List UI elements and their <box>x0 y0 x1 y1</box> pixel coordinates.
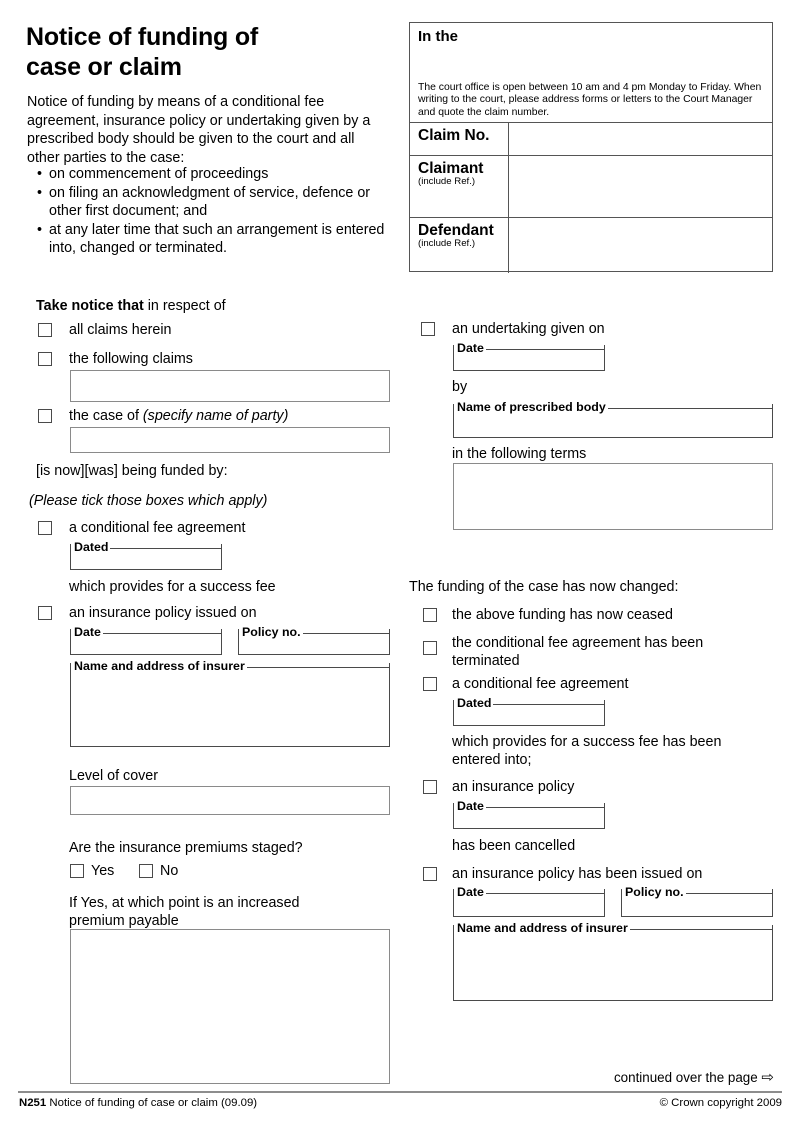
fieldset-insurance-date <box>70 625 222 655</box>
in-the-label: In the <box>418 28 458 45</box>
label-following-claims: the following claims <box>69 351 193 367</box>
continued-note <box>410 1068 773 1086</box>
fieldset-cfa-dated-changed-top <box>454 696 604 710</box>
list-item: • on commencement of proceedings <box>36 165 396 184</box>
claimant-row <box>410 155 772 217</box>
fieldset-insurance-date-top <box>71 625 221 639</box>
continued-text: continued over the page <box>613 1070 758 1085</box>
claimant-input[interactable] <box>514 158 768 215</box>
fieldset-issued-date-top <box>454 885 604 899</box>
footer-divider <box>18 1091 782 1093</box>
take-notice-rest: in respect of <box>143 298 226 314</box>
fieldset-cfa-dated <box>70 540 222 570</box>
checkbox-insurance-policy-issued[interactable] <box>38 606 52 620</box>
input-insurance-cancel-date[interactable] <box>458 813 601 826</box>
take-notice-bold: Take notice that <box>36 298 144 314</box>
label-cfa-success-entered <box>452 733 777 769</box>
label-by: by <box>452 379 468 395</box>
label-success-fee: which provides for a success fee <box>69 579 276 595</box>
fieldset-prescribed-body <box>453 400 773 438</box>
label-if-yes-increased-premium <box>69 894 399 930</box>
label-cfa-terminated-line-2: terminated <box>452 653 520 669</box>
claimant-label: Claimant (include Ref.) <box>418 160 484 187</box>
fieldset-issued-policy-no <box>621 885 773 917</box>
legend-undertaking-date: Date <box>454 342 486 354</box>
label-insurance-policy: an insurance policy <box>452 779 575 795</box>
input-following-claims[interactable] <box>70 370 390 402</box>
input-case-of[interactable] <box>70 427 390 453</box>
footer-form-title: Notice of funding of case or claim (09.09) <box>46 1097 258 1109</box>
label-cfa-success-line-1: which provides for a success fee has been <box>452 734 722 750</box>
checkbox-insurance-policy-cancelled[interactable] <box>423 780 437 794</box>
claimant-divider <box>508 156 509 217</box>
checkbox-cfa-entered-into[interactable] <box>423 677 437 691</box>
label-premiums-staged-yes: Yes <box>91 863 115 879</box>
input-following-terms[interactable] <box>453 463 773 530</box>
page-title-line-2: case or claim <box>26 53 182 81</box>
legend-issued-policy-no: Policy no. <box>622 886 686 898</box>
input-insurer-name-address[interactable] <box>75 675 386 744</box>
fieldset-insurance-cancel-date <box>453 799 605 829</box>
legend-insurance-cancel-date: Date <box>454 800 486 812</box>
label-funding-ceased: the above funding has now ceased <box>452 607 673 623</box>
defendant-divider <box>508 218 509 273</box>
label-case-of-hint: (specify name of party) <box>142 408 289 424</box>
legend-insurer-name-address: Name and address of insurer <box>71 660 247 672</box>
legend-cfa-dated-changed: Dated <box>454 697 493 709</box>
fieldset-issued-insurer <box>453 921 773 1001</box>
label-insurance-policy-issued: an insurance policy issued on <box>69 605 257 621</box>
list-item: • at any later time that such an arrangement is entered into, changed or terminated. <box>36 221 396 258</box>
take-notice-heading <box>36 297 226 315</box>
claim-no-input[interactable] <box>514 125 768 153</box>
fieldset-insurer-name-address <box>70 659 390 747</box>
fieldset-issued-policy-no-top <box>622 885 772 899</box>
intro-bullet-list <box>36 165 396 258</box>
claim-no-row <box>410 122 772 155</box>
input-level-of-cover[interactable] <box>70 786 390 815</box>
legend-cfa-dated: Dated <box>71 541 110 553</box>
footer-copyright: © Crown copyright 2009 <box>659 1097 782 1109</box>
intro-paragraph: Notice of funding by means of a conditional fee agreement, insurance policy or undertaking given by a prescribed body should be given to the court and all other parties to the case: <box>27 94 371 166</box>
fieldset-undertaking-date <box>453 341 605 371</box>
checkbox-all-claims-herein[interactable] <box>38 323 52 337</box>
claim-no-divider <box>508 123 509 155</box>
label-conditional-fee-agreement: a conditional fee agreement <box>69 520 246 536</box>
checkbox-case-of[interactable] <box>38 409 52 423</box>
input-cfa-dated-changed[interactable] <box>458 710 601 723</box>
footer-form-code: N251 <box>19 1097 47 1109</box>
fieldset-undertaking-date-top <box>454 341 604 355</box>
label-case-of <box>69 407 389 425</box>
input-prescribed-body[interactable] <box>458 416 769 435</box>
input-insurance-date[interactable] <box>75 639 218 652</box>
fieldset-issued-insurer-top <box>454 921 772 935</box>
fieldset-issued-date <box>453 885 605 917</box>
list-item: • on filing an acknowledgment of service, defence or other first document; and <box>36 184 396 221</box>
fieldset-insurer-top <box>71 659 389 673</box>
funded-by-text: [is now][was] being funded by: <box>36 463 228 479</box>
legend-issued-insurer: Name and address of insurer <box>454 922 630 934</box>
input-issued-insurer[interactable] <box>458 937 769 998</box>
legend-issued-date: Date <box>454 886 486 898</box>
fieldset-policy-no <box>238 625 390 655</box>
label-has-been-cancelled: has been cancelled <box>452 838 576 854</box>
label-if-yes-line-2: premium payable <box>69 913 179 929</box>
label-if-yes-line-1: If Yes, at which point is an increased <box>69 895 300 911</box>
label-cfa-terminated-line-1: the conditional fee agreement has been <box>452 635 704 651</box>
legend-policy-no: Policy no. <box>239 626 303 638</box>
fieldset-policy-no-top <box>239 625 389 639</box>
checkbox-insurance-policy-issued-on[interactable] <box>423 867 437 881</box>
defendant-row <box>410 217 772 273</box>
checkbox-premiums-staged-no[interactable] <box>139 864 153 878</box>
label-cfa-entered-into: a conditional fee agreement <box>452 676 629 692</box>
legend-insurance-date: Date <box>71 626 103 638</box>
input-undertaking-date[interactable] <box>458 355 601 368</box>
page-title <box>26 22 386 82</box>
checkbox-undertaking-given-on[interactable] <box>421 322 435 336</box>
label-cfa-terminated <box>452 634 772 670</box>
input-if-yes-increased-premium[interactable] <box>70 929 390 1084</box>
checkbox-premiums-staged-yes[interactable] <box>70 864 84 878</box>
arrow-right-icon: ⇨ <box>761 1069 773 1086</box>
defendant-input[interactable] <box>514 220 768 271</box>
defendant-label: Defendant (include Ref.) <box>418 222 494 249</box>
input-issued-policy-no[interactable] <box>626 899 769 914</box>
page-title-line-1: Notice of funding of <box>26 23 259 51</box>
label-premiums-staged-no: No <box>160 863 179 879</box>
label-level-of-cover: Level of cover <box>69 768 159 784</box>
footer-form-reference <box>19 1097 257 1109</box>
fieldset-insurance-cancel-date-top <box>454 799 604 813</box>
input-issued-date[interactable] <box>458 899 601 914</box>
input-policy-no[interactable] <box>243 639 386 652</box>
checkbox-following-claims[interactable] <box>38 352 52 366</box>
heading-funding-changed: The funding of the case has now changed: <box>409 579 679 595</box>
input-cfa-dated[interactable] <box>75 554 218 567</box>
please-tick-note: (Please tick those boxes which apply) <box>29 493 268 509</box>
fieldset-cfa-dated-changed <box>453 696 605 726</box>
checkbox-conditional-fee-agreement[interactable] <box>38 521 52 535</box>
court-details-box <box>409 22 773 272</box>
label-following-terms: in the following terms <box>452 446 587 462</box>
in-the-input[interactable] <box>488 28 766 74</box>
label-cfa-success-line-2: entered into; <box>452 752 532 768</box>
checkbox-cfa-terminated[interactable] <box>423 641 437 655</box>
label-all-claims-herein: all claims herein <box>69 322 172 338</box>
label-insurance-policy-issued-on: an insurance policy has been issued on <box>452 866 703 882</box>
claim-no-label: Claim No. <box>418 127 490 144</box>
checkbox-funding-ceased[interactable] <box>423 608 437 622</box>
court-office-note: The court office is open between 10 am and 4 pm Monday to Friday. When writing to the court, please address forms or letters to the Court Manager and quote the claim number. <box>418 82 762 118</box>
label-premiums-staged-question: Are the insurance premiums staged? <box>69 840 303 856</box>
fieldset-cfa-dated-top <box>71 540 221 554</box>
label-case-of-text: the case of <box>69 408 143 424</box>
fieldset-prescribed-body-top <box>454 400 772 414</box>
label-undertaking-given-on: an undertaking given on <box>452 321 605 337</box>
legend-prescribed-body: Name of prescribed body <box>454 401 608 413</box>
